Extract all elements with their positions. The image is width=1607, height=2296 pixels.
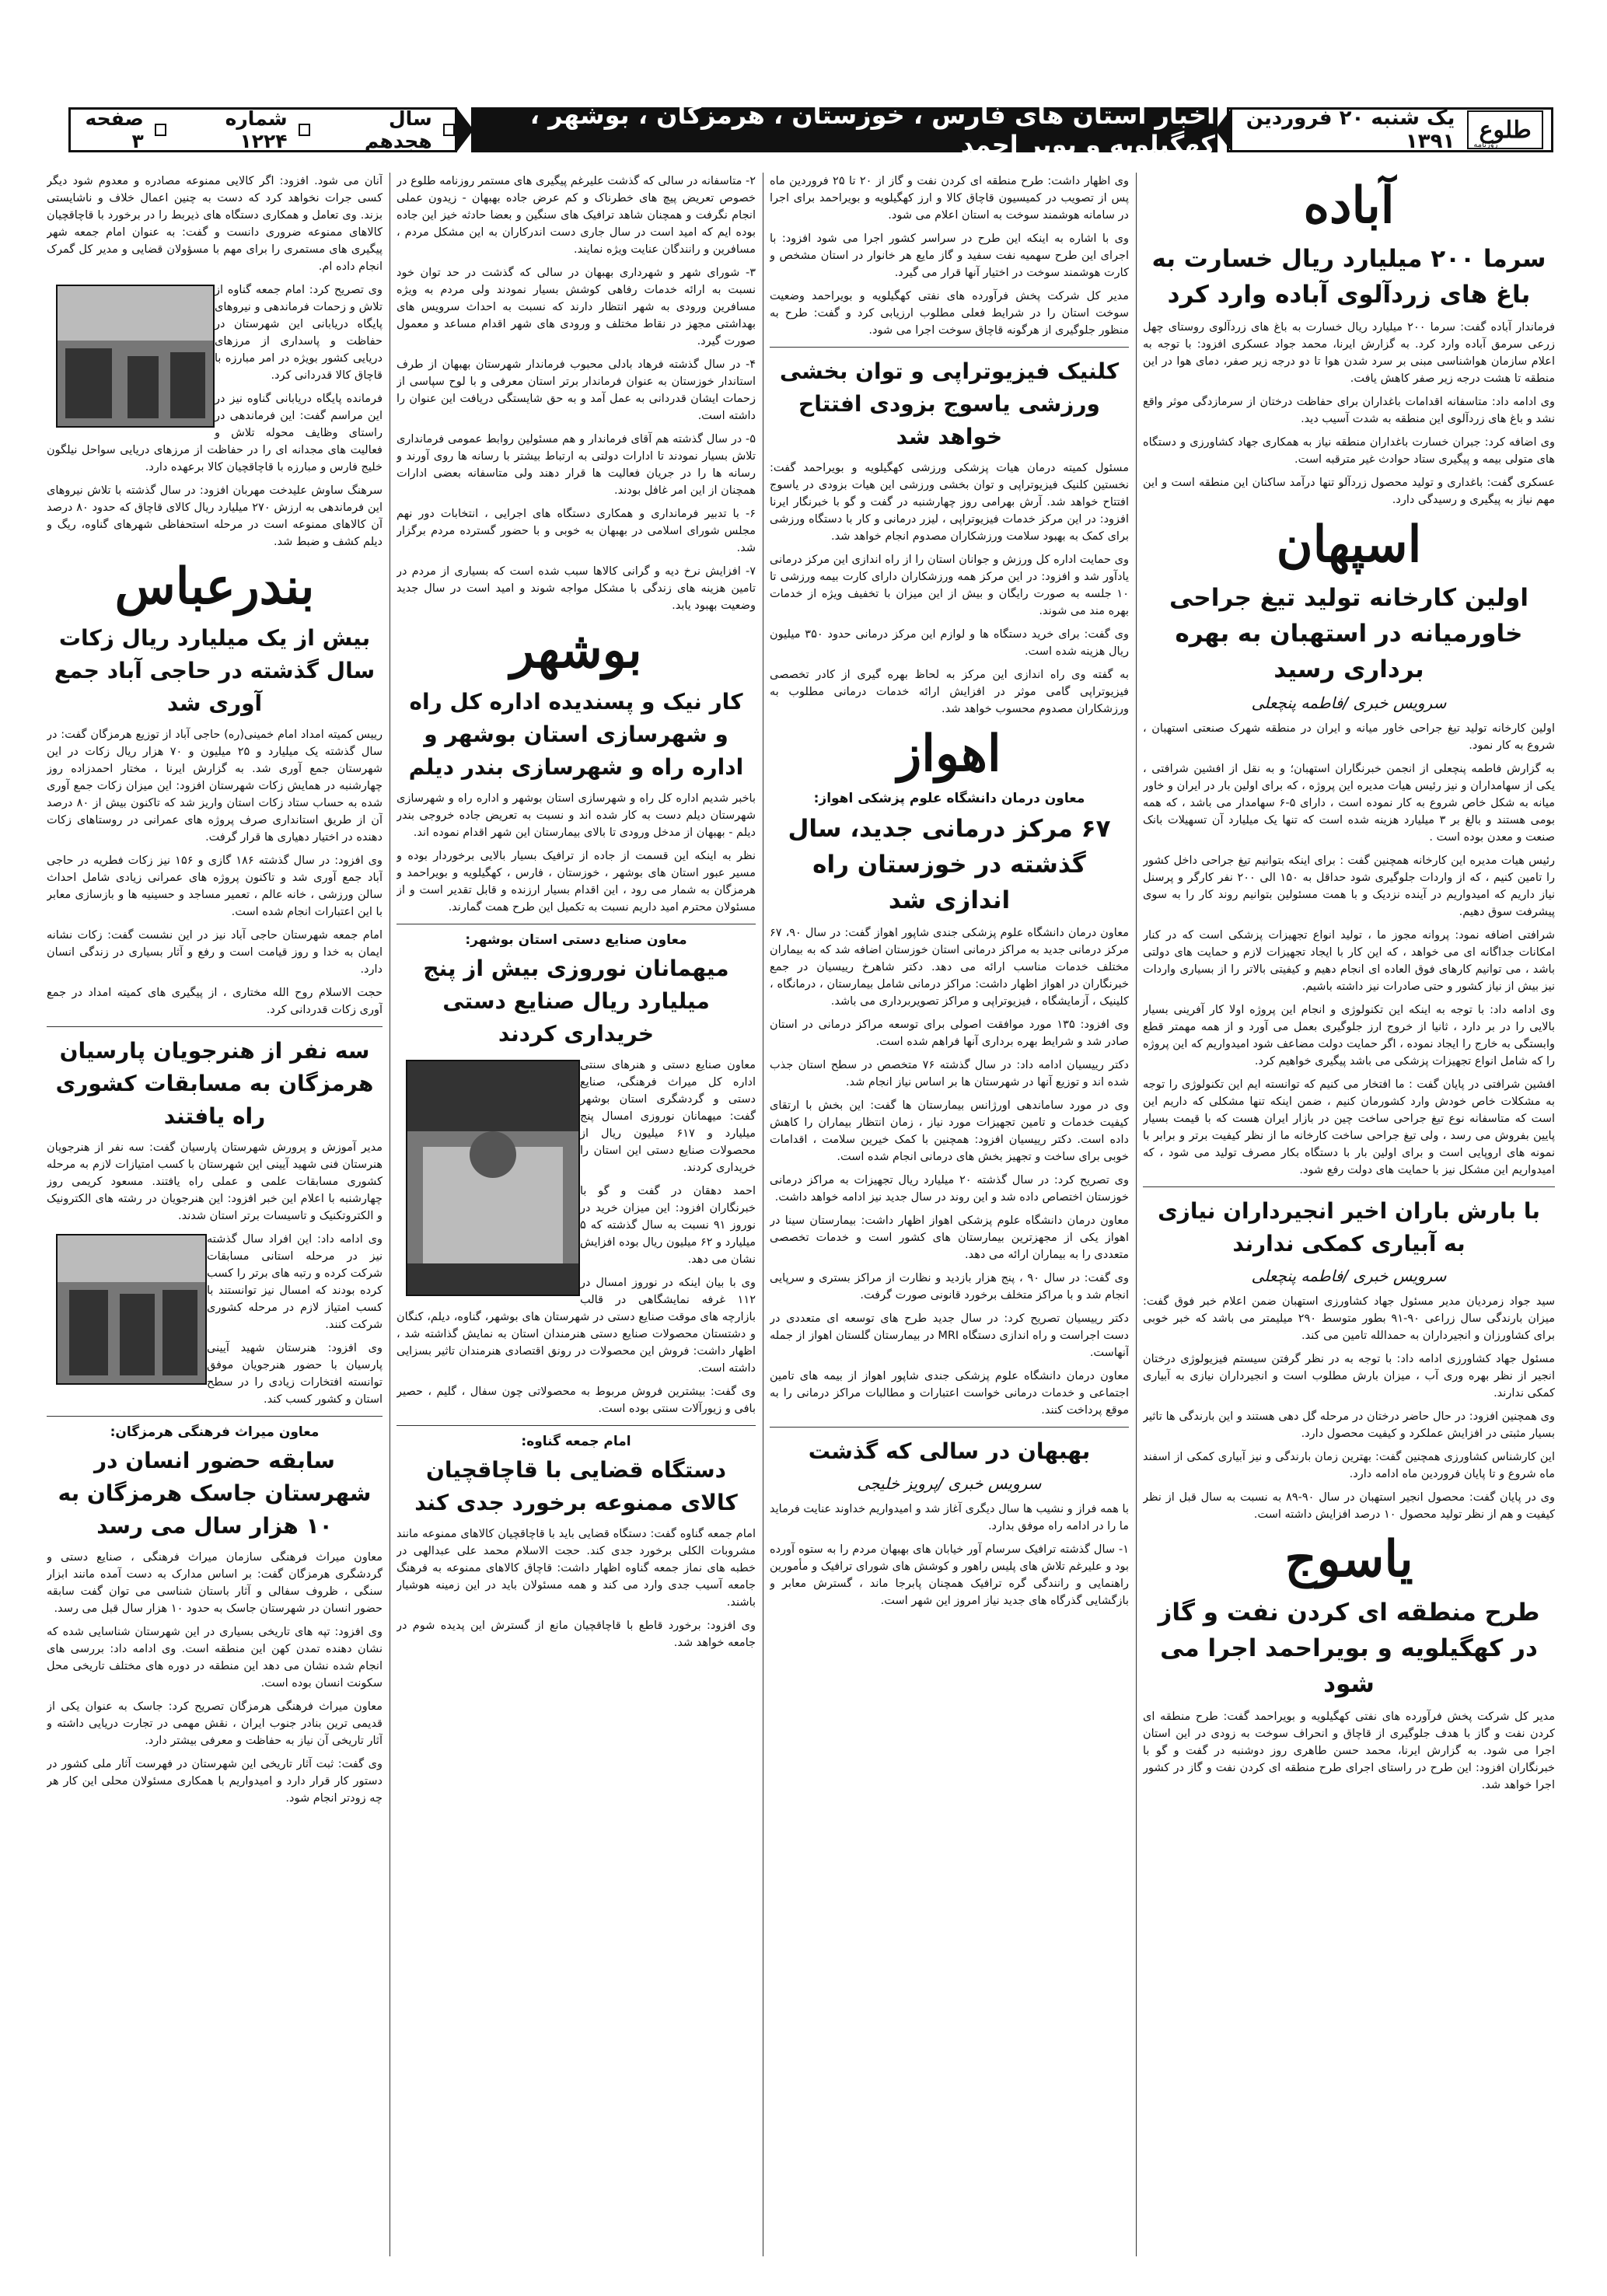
issue-info: [68, 107, 457, 152]
article-paragraph: معاون صنایع دستی و هنرهای سنتی اداره کل میراث فرهنگی، صنایع دستی و گردشگری استان بوشهر گفت: میهمانان نوروزی امسال پنج میلیارد و ۶۱۷ میلیون ریال از محصولات صنایع دستی این استان را خریداری کردند.: [580, 1059, 756, 1174]
article-paragraph: ۶- با تدبیر فرمانداری و همکاری دستگاه های اجرایی ، انتخابات دور نهم مجلس شورای اسلامی در بهبهان به خوبی و با حضور گسترده مردم برگزار شد.: [397, 508, 756, 554]
article-paragraph: وی در مورد ساماندهی اورژانس بیمارستان ها گفت: این بخش با ارتقای کیفیت خدمات و تامین تجهیزات مورد نیاز ، زمان انتظار بیماران را کاهش داده است. دکتر رییسیان افزود: همچنین با کمک خیرین سلامت ، اقدامات خوبی برای ساخت و تجهیز بخش های درمانی انجام شده است.: [770, 1099, 1129, 1163]
article-paragraph: معاون درمان دانشگاه علوم پزشکی جندی شاپور اهواز گفت: در سال ۹۰، ۶۷ مرکز درمانی جدید به مراکز درمانی استان خوزستان اضافه شد که به بیماران مختلف خدمات مناسب ارائه می دهد. دکتر شاهرخ رییسیان در جمع خبرنگاران در اهواز اظهار داشت: مراکز درمانی شامل بیمارستان ، درمانگاه ، کلینیک ، آزمایشگاه ، فیزیوتراپی و مراکز تصویربرداری می باشد.: [770, 927, 1129, 1008]
city-heading-bandar-abbas: بندرعباس: [114, 557, 315, 616]
article-paragraph: به گفته وی راه اندازی این مرکز به لحاظ بهره گیری از کادر تخصصی فیزیوتراپی گامی موثر در افزایش ارائه خدمات درمانی مطلوب به ورزشکاران مصدوم محسوب خواهد شد.: [770, 669, 1129, 715]
article-paragraph: سید جواد زمردیان مدیر مسئول جهاد کشاورزی استهبان ضمن اعلام خبر فوق گفت: میزان بارندگی سال زراعی ۹۰-۹۱ بطور متوسط ۲۹۰ میلیمتر می باشد که خبر خوبی برای کشاورزان و انجیرداران به حمدالله تامین می کند.: [1143, 1295, 1555, 1342]
headline-abadeh: سرما ۲۰۰ میلیارد ریال خسارت به باغ های زردآلوی آباده وارد کرد: [1151, 245, 1546, 309]
article-paragraph: وی گفت: در سال ۹۰ ، پنج هزار بازدید و نظارت از مراکز بستری و سرپایی انجام شد و با مراکز متخلف برخورد قانونی صورت گرفت.: [770, 1272, 1129, 1302]
article-paragraph: وی افزود: تپه های تاریخی بسیاری در این شهرستان شناسایی شده که نشان دهنده تمدن کهن این منطقه است. وی ادامه داد: بررسی های انجام شده نشان می دهد این منطقه در دوره های مختلف تاریخی محل سکونت انسان بوده است.: [47, 1626, 383, 1690]
weaving-photo: [406, 1060, 580, 1296]
newspaper-logo: [1467, 110, 1543, 149]
article-paragraph: وی افزود: هنرستان شهید آیینی پارسیان با حضور هنرجویان موفق توانسته افتخارات زیادی را در سطح استان و کشور کسب کند.: [207, 1342, 383, 1406]
article-paragraph: وی همچنین افزود: در حال حاضر درختان در مرحله گل دهی هستند و این بارندگی ها تاثیر بسیار مثبتی در افزایش عملکرد و کیفیت محصول دارد.: [1143, 1410, 1555, 1440]
article-paragraph: آنان می شود. افزود: اگر کالایی ممنوعه مصادره و معدوم شود دیگر کسی جرات نخواهد کرد که دست به چنین اعمال خلاف و ناشایستی بزند. وی تعامل و همکاری دستگاه های ذیربط را در برخورد با قاچاقچیان کالاهای ممنوعه ضروری دانست و گفت: به عنوان امام جمعه شهر پیگیری های مستمری را برای مهم با مسؤولان قضایی و مدیر کل گمرک انجام داده ام.: [47, 175, 383, 273]
kicker: معاون میراث فرهنگی هرمزگان:: [110, 1424, 320, 1440]
article-paragraph: امام جمعه شهرستان حاجی آباد نیز در این نشست گفت: زکات نشانه ایمان به خدا و روز قیامت است و رفع و آثار بسیاری در زندگی انسان دارد.: [47, 929, 383, 976]
headline-isfahan: اولین کارخانه تولید تیغ جراحی خاورمیانه در استهبان به بهره برداری رسید: [1169, 584, 1528, 683]
page-header: [68, 100, 1553, 159]
headline-bushehr: کار نیک و پسندیده اداره کل راه و شهرسازی استان بوشهر و اداره راه و شهرسازی بندر دیلم: [408, 689, 744, 780]
article-divider: [47, 1026, 383, 1027]
city-heading-ahvaz: اهواز: [897, 725, 1001, 783]
city-heading-abadeh: آباده: [1303, 176, 1395, 235]
article-paragraph: معاون درمان دانشگاه علوم پزشکی جندی شاپور اهواز از بیمه های تامین اجتماعی و خدمات درمانی خواست اعتبارات و مطالبات مراکز درمانی را به موقع پرداخت کنند.: [770, 1370, 1129, 1417]
byline: سرویس خبری /فاطمه پنچعلی: [1251, 1267, 1447, 1285]
article-paragraph: دکتر رییسیان ادامه داد: در سال گذشته ۷۶ متخصص در سطح استان جذب شده اند و توزیع آنها در شهرستان ها بر اساس نیاز انجام شد.: [770, 1059, 1129, 1089]
article-paragraph: فرماندار آباده گفت: سرما ۲۰۰ میلیارد ریال خسارت به باغ های زردآلوی روستای چهل زرعی سرمق آباده وارد کرد. به گزارش ایرنا، محمد جواد عسکری افزود: با توجه به اعلام سازمان هواشناسی مبنی بر سرد شدن هوا تا دو درجه زیر صفر، دمای هوا در این منطقه تا هشت درجه زیر صفر کاهش یافت.: [1143, 321, 1555, 385]
article-paragraph: وی گفت: بیشترین فروش مربوط به محصولاتی چون سفال ، گلیم ، حصیر بافی و زیورآلات سنتی بوده است.: [397, 1386, 756, 1415]
column-2: [770, 173, 1129, 2256]
year-label: سال هجدهم: [364, 107, 432, 152]
issue-number: شماره ۱۲۲۴: [225, 107, 288, 152]
article-paragraph: وی تصریح کرد: امام جمعه گناوه از تلاش و زحمات فرماندهی و نیروهای پایگاه دریابانی این شهرستان در حفاظت و پاسداری از مرزهای دریایی کشور بویژه در امر مبارزه با قاچاق کالا قدردانی کرد.: [215, 284, 383, 382]
article-paragraph: امام جمعه گناوه گفت: دستگاه قضایی باید با قاچاقچیان کالاهای ممنوعه مانند مشروبات الکلی برخورد جدی کند. حجت الاسلام محمد علی عبدالهی در خطبه های نماز جمعه گناوه اظهار داشت: قاچاق کالاهای ممنوعه به فرهنگ جامعه آسیب جدی وارد می کند و همه مسئولان باید در این زمینه هوشیار باشند.: [397, 1528, 756, 1609]
article-paragraph: وی اظهار داشت: طرح منطقه ای کردن نفت و گاز از ۲۰ تا ۲۵ فروردین ماه پس از تصویب در کمیسیون قاچاق کالا و ارز کهگیلویه و بویراحمد برای اجرا در سامانه هوشمند سوخت به استان اعلام می شود.: [770, 175, 1129, 222]
article-paragraph: ۴- در سال گذشته فرهاد بادلی محبوب فرماندار شهرستان بهبهان از طرف استاندار خوزستان به عنوان فرماندار برتر استان معرفی و با لوح سپاسی از زحمات ایشان قدردانی به عمل آمد و به حق شایستگی دریافت این عنوان را داشته است.: [397, 358, 756, 422]
headline-smuggling: دستگاه قضایی با قاچاقچیان کالای ممنوعه برخورد جدی کند: [414, 1457, 738, 1515]
article-paragraph: رئیس هیات مدیره این کارخانه همچنین گفت : برای اینکه بتوانیم تیغ جراحی داخل کشور را تامین کنیم ، که از واردات جلوگیری شود حداقل به ۱۵۰ الی ۲۰۰ نفر کارگر و پرسنل نیاز داریم که امیدواریم در آینده نزدیک و با همت مسئولین بتوانیم روند کار را به سوی پیشرفت سوق دهیم.: [1143, 854, 1555, 918]
headline-ahvaz: ۶۷ مرکز درمانی جدید، سال گذشته در خوزستان راه اندازی شد: [788, 815, 1111, 914]
headline-jask: سابقه حضور انسان در شهرستان جاسک هرمزگان به ۱۰ هزار سال می رسد: [58, 1448, 372, 1539]
meeting-photo: [56, 285, 215, 428]
article-divider: [770, 1427, 1129, 1428]
article-paragraph: وی تصریح کرد: در سال گذشته ۲۰ میلیارد ریال تجهیزات به مراکز درمانی خوزستان اختصاص داده شد و این روند در سال جدید نیز ادامه خواهد داشت.: [770, 1174, 1129, 1204]
students-photo: [56, 1234, 207, 1385]
article-paragraph: وی حمایت اداره کل ورزش و جوانان استان را از راه اندازی این مرکز درمانی یادآور شد و افزود: در این مرکز همه ورزشکاران دارای کارت بیمه ورزشی تا ۱۰ جلسه به صورت رایگان و بیش از این میزان با تخفیف ویژه از خدمات بهره مند می شوند.: [770, 554, 1129, 617]
column-divider: [1136, 173, 1137, 2256]
kicker: معاون صنایع دستی استان بوشهر:: [465, 932, 687, 948]
headline-handicraft: میهمانان نوروزی بیش از پنج میلیارد ریال صنایع دستی خریداری کردند: [423, 956, 729, 1047]
city-heading-yasuj: یاسوج: [1284, 1530, 1413, 1588]
article-paragraph: مدیر کل شرکت پخش فرآورده های نفتی کهگیلویه و بویراحمد گفت: طرح منطقه ای کردن نفت و گاز با هدف جلوگیری از قاچاق و انحراف سوخت به زودی در این استان اجرا می شود. به گزارش ایرنا، محمد حسن طاهری روز دوشنبه در گفت و گو با خبرنگاران افزود: این طرح در راستای اجرای طرح منطقه ای کردن نفت و گاز در کشور اجرا خواهد شد.: [1143, 1711, 1555, 1791]
headline-yasuj: طرح منطقه ای کردن نفت و گاز در کهگیلویه و بویراحمد اجرا می شود: [1158, 1599, 1540, 1698]
article-paragraph: ۵- در سال گذشته هم آقای فرماندار و هم مسئولین روابط عمومی فرمانداری تلاش بسیار نمودند تا ادارات دولتی به ارتباط بیشتر با رسانه ها روی آورند و رسانه ها را در جریان فعالیت ها قرار دهند ولی متاسفانه بعضی ادارات همچنان از این امر غافل بودند.: [397, 433, 756, 497]
article-paragraph: فرمانده پایگاه دریابانی گناوه نیز در این مراسم گفت: این فرماندهی در راستای وظایف محوله تلاش و فعالیت های مجدانه ای را در حفاظت از مرزهای دریایی سواحل نیلگون خلیج فارس و مبارزه با قاچاقچیان کالا برعهده دارد.: [47, 393, 383, 474]
city-heading-isfahan: اسپهان: [1276, 515, 1422, 574]
article-paragraph: معاون درمان دانشگاه علوم پزشکی اهواز اظهار داشت: بیمارستان سینا در اهواز یکی از مجهزترین بیمارستان های کشور است و خدمات تخصصی متعددی را به بیماران ارائه می دهد.: [770, 1214, 1129, 1261]
article-paragraph: مدیر آموزش و پرورش شهرستان پارسیان گفت: سه نفر از هنرجویان هنرستان فنی شهید آیینی این شهرستان با کسب امتیازات لازم به مرحله کشوری مسابقات علمی و عملی راه یافتند. مسعود کریمی روز چهارشنبه با اعلام این خبر افزود: این هنرجویان در رشته های الکترونیک و الکتروتکنیک و تاسیسات برتر استان شدند.: [47, 1141, 383, 1222]
logo-text: طلوع: [1479, 116, 1532, 144]
article-paragraph: معاون میراث فرهنگی هرمزگان تصریح کرد: جاسک به عنوان یکی از قدیمی ترین بنادر جنوب ایران ، نقش مهمی در تجارت دریایی داشته و آثار تاریخی آن نیاز به حفاظت و معرفی بیشتر دارد.: [47, 1700, 383, 1747]
article-paragraph: این کارشناس کشاورزی همچنین گفت: بهترین زمان بارندگی و نیز آبیاری کمکی از اسفند ماه شروع و تا پایان فروردین ماه ادامه دارد.: [1143, 1451, 1555, 1480]
article-divider: [1143, 1186, 1555, 1187]
article-paragraph: وی ادامه داد: این افراد سال گذشته نیز در مرحله استانی مسابقات شرکت کرده و رتبه های برتر را کسب کرده بودند که امسال نیز توانستند با کسب امتیاز لازم در مرحله کشوری شرکت کنند.: [207, 1233, 383, 1331]
article-paragraph: نظر به اینکه این قسمت از جاده از ترافیک بسیار بالایی برخوردار بوده و مسیر عبور استان های بوشهر ، خوزستان ، فارس ، کهگیلویه و بویراحمد و هرمزگان به شمار می رود ، این اقدام بسیار ارزنده و قابل تقدیر است و از مسئولان محترم امید داریم نسبت به تکمیل این طرح همت گمارند.: [397, 850, 756, 914]
article-paragraph: مدیر کل شرکت پخش فرآورده های نفتی کهگیلویه و بویراحمد وضعیت سوخت استان را در شرایط فعلی مطلوب ارزیابی کرد و گفت: طرح به منظور جلوگیری از هرگونه قاچاق سوخت اجرا می شود.: [770, 290, 1129, 337]
column-1: [1143, 173, 1555, 2256]
article-paragraph: ۲- متاسفانه در سالی که گذشت علیرغم پیگیری های مستمر روزنامه طلوع در خصوص تعریض پیچ های خطرناک و کم عرض جاده بهبهان - زیدون عملی انجام نگرفت و همچنان شاهد ترافیک های سنگین و بعضا حادثه خیز این جاده بوده ایم که امید است در سال جاری دست اندرکاران به این مشکل مردم ، مسافرین و رانندگان عنایت ویژه نمایند.: [397, 175, 756, 256]
article-paragraph: وی گفت: برای خرید دستگاه ها و لوازم این مرکز درمانی حدود ۳۵۰ میلیون ریال هزینه شده است.: [770, 628, 1129, 658]
byline: سرویس خبری /فاطمه پنچعلی: [1251, 694, 1447, 712]
city-heading-bushehr: بوشهر: [510, 621, 642, 680]
article-paragraph: سرهنگ ساوش علیدخت مهربان افزود: در سال گذشته با تلاش نیروهای این فرماندهی به ارزش ۲۷۰ میلیارد ریال کالای قاچاق که حدود ۸۰ درصد آن کالاهای ممنوعه است در مرحله استحفاظی شهرهای گناوه، ریگ و دیلم کشف و ضبط شد.: [47, 484, 383, 548]
article-paragraph: ۷- افزایش نرخ دیه و گرانی کالاها سبب شده است که بسیاری از مردم در تامین هزینه های زندگی با مشکل مواجه شوند و امید است در سال جدید وضعیت بهبود یابد.: [397, 565, 756, 612]
article-paragraph: باخبر شدیم اداره کل راه و شهرسازی استان بوشهر و اداره راه و شهرسازی شهرستان دیلم دست به کار شده اند و نسبت به تعریض جاده خروجی بندر دیلم - بهبهان از مدخل ورودی تا بالای بیمارستان این شهر اقدام نموده اند.: [397, 792, 756, 839]
section-banner: اخبار استان های فارس ، خوزستان ، هرمزگان ، بوشهر ، کهگیلویه و بویر احمد: [471, 107, 1217, 152]
square-bullet-icon: [299, 124, 310, 136]
article-paragraph: حجت الاسلام روح الله مختاری ، از پیگیری های کمیته امداد در جمع آوری زکات قدردانی کرد.: [47, 987, 383, 1016]
article-paragraph: مسئول جهاد کشاورزی ادامه داد: با توجه به در نظر گرفتن سیستم فیزیولوژی درختان انجیر از نظر بهره وری آب ، میزان بارش مطلوب است و انجیرداران نیازی به آبیاری کمکی ندارند.: [1143, 1353, 1555, 1400]
article-paragraph: به گزارش فاطمه پنچعلی از انجمن خبرنگاران استهبان؛ و به نقل از افشین شرافتی ، یکی از سهامداران و نیز رئیس هیات مدیره این پروژه ، که برای اولین بار در ایران و خاور میانه به شکل خاص شروع به کار نموده است ، دارای ۵-۶ سهامدار می باشد ، که همه بومی هستند و بالغ بر ۳ میلیارد هزینه شده است که تنها یک میلیارد آن تسهیلات بانک صنعت و معدن بوده است .: [1143, 763, 1555, 844]
byline: سرویس خبری /پرویز خلیجی: [857, 1474, 1042, 1493]
article-paragraph: وی افزود: ۱۳۵ مورد موافقت اصولی برای توسعه مراکز درمانی در استان صادر شد و شرایط بهره برداری آنها فراهم شده است.: [770, 1019, 1129, 1048]
headline-clinic: کلنیک فیزیوتراپی و توان بخشی ورزشی یاسوج بزودی افتتاح خواهد شد: [779, 358, 1120, 449]
square-bullet-icon: [155, 124, 166, 136]
article-paragraph: وی ادامه داد: با توجه به اینکه این تکنولوژی و انجام این پروژه اولا کار آفرینی بسیار بالایی را در بر دارد ، ثانیا از خروج ارز جلوگیری بعمل می آورد و از همه مهمتر قطع وابستگی به خارج را ایجاد نموده ، اگر حمایت دولت مضاعف شود امیدواریم که این پروژه را که شامل انواع تجهیزات پزشکی می باشد پیگیری خواهیم کرد.: [1143, 1004, 1555, 1068]
article-paragraph: افشین شرافتی در پایان گفت : ما افتخار می کنیم که توانسته ایم این تکنولوژی را توجه به مشکلات خاص خودش وارد کشورمان کنیم ، ضمن اینکه تنها مشکلی که داریم این است که متاسفانه نوع تیغ جراحی ساخت چین در بازار ایران هست که با قیمت بسیار پایین بفروش می رسد ، ولی تیغ جراحی ساخت کارخانه ما از نظر کیفیت برتر و برابر با نمونه های اروپایی است و برای اولین بار با دستگاه بکار مصرف تولید می شود ، که امیدواریم این مشکل نیز با حمایت های دولت رفع شود.: [1143, 1078, 1555, 1176]
article-paragraph: معاون میراث فرهنگی سازمان میراث فرهنگی ، صنایع دستی و گردشگری هرمزگان گفت: بر اساس مدارک به دست آمده مانند ابزار سنگی ، ظروف سفالی و آثار باستان شناسی می توان گفت سابقه حضور انسان در شهرستان جاسک به حدود ۱۰ هزار سال قبل می رسد.: [47, 1551, 383, 1615]
article-paragraph: مسئول کمیته درمان هیات پزشکی ورزشی کهگیلویه و بویراحمد گفت: نخستین کلنیک فیزیوتراپی و توان بخشی ورزشی این هیات بزودی در یاسوج افتتاح خواهد شد. آرش بهرامی روز چهارشنبه در گفت و گو با خبرنگار ایرنا افزود: در این مرکز خدمات فیزیوتراپی ، لیزر درمانی و کار با دستگاه ورزشی برای کمک به بهبود سلامت ورزشکاران مصدوم انجام خواهد شد.: [770, 462, 1129, 543]
article-paragraph: وی گفت: ثبت آثار تاریخی این شهرستان در فهرست آثار ملی کشور در دستور کار قرار دارد و امیدواریم با همکاری مسئولان محلی این کار هر چه زودتر انجام شود.: [47, 1758, 383, 1805]
article-paragraph: عسکری گفت: باغداری و تولید محصول زردآلو تنها درآمد ساکنان این منطقه است و این مهم نیاز به پیگیری و رسیدگی دارد.: [1143, 477, 1555, 506]
square-bullet-icon: [443, 124, 455, 136]
article-paragraph: شرافتی اضافه نمود: پروانه مجوز ما ، تولید انواع تجهیزات پزشکی است که در کنار امکانات جداگانه ای می خواهد ، که این کار با ایجاد تجهیزات لازم و حمایت های دولتی باشد ، می توانیم کارهای فوق العاده ای انجام دهیم و کیفیتی بالاتر را از بسیاری واردات نیز بیش از نیاز کشور و حتی صادرات نیز داشته باشیم.: [1143, 929, 1555, 993]
logo-subtitle: روزنامه: [1473, 141, 1498, 149]
article-paragraph: وی افزود: برخورد قاطع با قاچاقچیان مانع از گسترش این پدیده شوم در جامعه خواهد شد.: [397, 1620, 756, 1649]
issue-date: یک شنبه ۲۰ فروردین ۱۳۹۱: [1245, 107, 1455, 153]
article-paragraph: با همه فراز و نشیب ها سال دیگری آغاز شد و امیدواریم خداوند عنایت فرماید ما را در ادامه راه موفق بدارد.: [770, 1503, 1129, 1532]
article-paragraph: وی با بیان اینکه در نوروز امسال در ۱۱۲ غرفه نمایشگاهی در قالب بازارچه های موقت صنایع دستی در شهرستان های بوشهر، گناوه، دیلم، کنگان و دشتستان محصولات صنایع دستی هنرمندان استان به نمایش گذاشته شد ، اظهار داشت: فروش این محصولات در رونق اقتصادی هنرمندان تاثیر بسزایی داشته است.: [397, 1277, 756, 1375]
article-paragraph: وی اضافه کرد: جبران خسارت باغداران منطقه نیاز به همکاری جهاد کشاورزی و دستگاه های متولی بیمه و پیگیری ستاد حوادث غیر مترقبه است.: [1143, 436, 1555, 466]
kicker: معاون درمان دانشگاه علوم پزشکی اهواز:: [813, 791, 1085, 806]
article-paragraph: اولین کارخانه تولید تیغ جراحی خاور میانه و ایران در منطقه شهرک صنعتی استهبان ، شروع به کار نمود.: [1143, 722, 1555, 752]
article-paragraph: احمد دهقان در گفت و گو با خبرنگاران افزود: این میزان خرید در نوروز ۹۱ نسبت به سال گذشته که ۵ میلیارد و ۶۲ میلیون ریال بوده افزایش نشان می دهد.: [580, 1185, 756, 1266]
headline-parsian: سه نفر از هنرجویان پارسیان هرمزگان به مسابقات کشوری راه یافتند: [55, 1038, 374, 1129]
article-paragraph: وی افزود: در سال گذشته ۱۸۶ گازی و ۱۵۶ نیز زکات فطریه در حاجی آباد جمع آوری شد و تاکنون پروژه های عمرانی زیادی شامل احداث سالن ورزشی ، خانه عالم ، تعمیر مساجد و حسینیه ها و بازسازی معابر با این اعتبارات انجام شده است.: [47, 854, 383, 918]
kicker: امام جمعه گناوه:: [521, 1434, 631, 1449]
headline-fig-rain: با بارش باران اخیر انجیرداران نیازی به آبیاری کمکی ندارند: [1158, 1198, 1540, 1256]
page-number: صفحه ۳: [85, 107, 144, 152]
article-paragraph: وی ادامه داد: متاسفانه اقدامات باغداران برای حفاظت درختان از سرمازدگی موثر واقع نشد و باغ های زردآلوی این منطقه به شدت آسیب دید.: [1143, 396, 1555, 425]
headline-bandar-abbas: بیش از یک میلیارد ریال زکات سال گذشته در حاجی آباد جمع آوری شد: [54, 625, 376, 716]
article-paragraph: ۳- شورای شهر و شهرداری بهبهان در سالی که گذشت در حد توان خود نسبت به ارائه خدمات رفاهی کوشش بسیار نمودند ولی مردم به ویژه مسافرین ورودی به شهر انتظار دارند که نسبت به احداث سرویس های بهداشتی مجهز در نقاط مختلف و ورودی های شهر اقدام مساعد و معمول صورت گیرد.: [397, 267, 756, 348]
article-paragraph: دکتر رییسیان تصریح کرد: در سال جدید طرح های توسعه ای متعددی در دست اجراست و راه اندازی دستگاه MRI در بیمارستان گلستان اهواز از جمله آنهاست.: [770, 1312, 1129, 1359]
article-divider: [770, 347, 1129, 348]
masthead-box: [1227, 107, 1553, 152]
column-3: [397, 173, 756, 2256]
article-divider: [47, 1416, 383, 1417]
article-paragraph: ۱- سال گذشته ترافیک سرسام آور خیابان های بهبهان مردم را به ستوه آورده بود و علیرغم تلاش های پلیس راهور و کوشش های شورای ترافیک و مأمورین راهنمایی و رانندگی گره ترافیک همچنان پابرجا ماند ، گسترش معابر و بازگشایی گذرگاه های جدید نیاز امروز این شهر است.: [770, 1543, 1129, 1607]
article-paragraph: وی با اشاره به اینکه این طرح در سراسر کشور اجرا می شود افزود: با اجرای این طرح سهمیه نفت سفید و گاز مایع هر خانوار در استان مشخص و کارت هوشمند سوخت در اختیار آنها قرار می گیرد.: [770, 232, 1129, 279]
article-paragraph: وی در پایان گفت: محصول انجیر استهبان در سال ۹۰-۸۹ به نسبت به سال قبل از نظر کیفیت و هم از نظر تولید محصول ۱۰ درصد افزایش داشته است.: [1143, 1491, 1555, 1521]
headline-behbahan: بهبهان در سالی که گذشت: [808, 1438, 1091, 1464]
article-divider: [397, 1425, 756, 1426]
column-4: [47, 173, 383, 2256]
article-paragraph: رییس کمیته امداد امام خمینی(ره) حاجی آباد از توزیع هرمزگان گفت: در سال گذشته یک میلیارد و ۲۵ میلیون و ۷۰ هزار ریال زکات در این شهرستان جمع آوری شد. به گزارش ایرنا ، مختار احمدزاده روز چهارشنبه در همایش زکات شهرستان افزود: این میزان زکات جمع آوری شده به حساب ستاد زکات استان واریز شد که تاکنون بیش از ۸۰ درصد آن از طریق استانداری صرف پروژه های عمرانی در روستاهای زکات دهنده در اختیار دهیاری ها قرار گرفت.: [47, 729, 383, 844]
